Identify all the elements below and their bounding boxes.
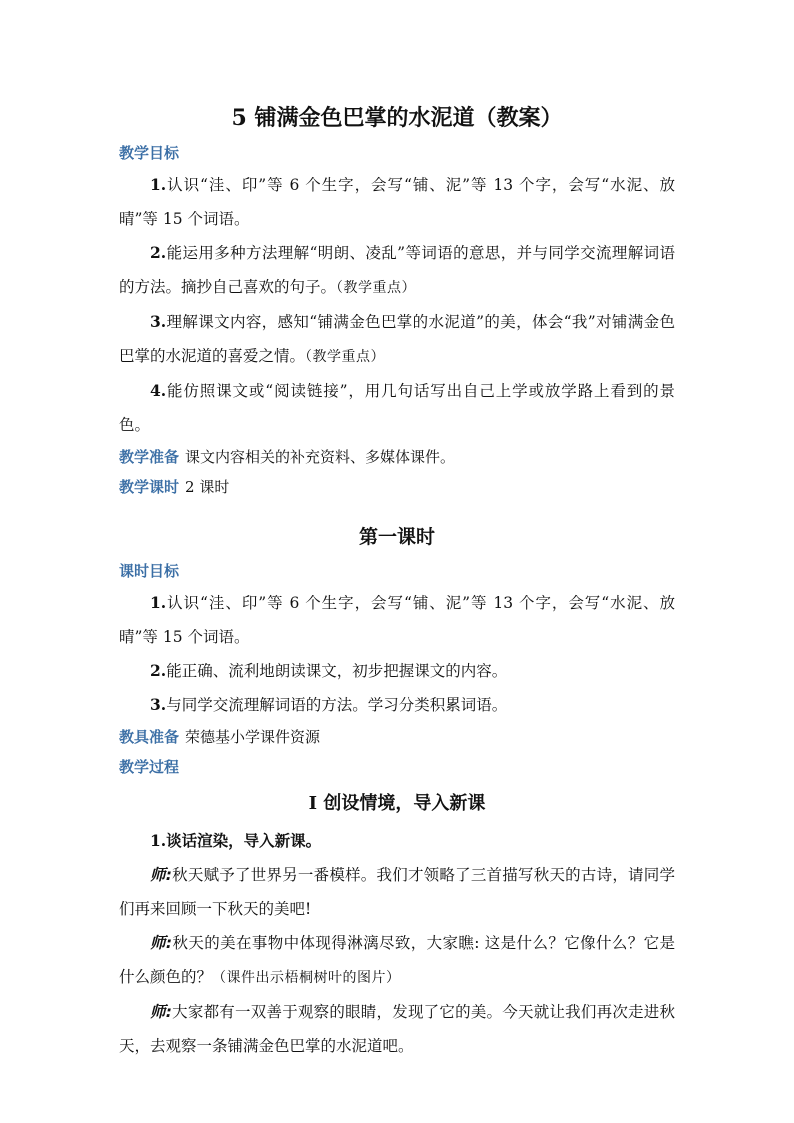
objective-item-2 xyxy=(119,236,675,305)
periods-line xyxy=(119,472,675,502)
section-title: Ⅰ 创设情境，导入新课 xyxy=(308,793,486,814)
lesson-plan-page xyxy=(119,98,675,1063)
objective-item-3 xyxy=(119,305,675,374)
lesson-objective-item-2 xyxy=(119,654,675,688)
dialog-speaker: 师: xyxy=(150,1003,172,1021)
objective-num: 1. xyxy=(150,593,167,612)
objective-text: 认识“洼、印”等 6 个生字，会写“铺、泥”等 13 个字，会写“水泥、放晴”等 15 个词语。 xyxy=(119,594,675,646)
dialog-text: 大家都有一双善于观察的眼睛，发现了它的美。今天就让我们再次走进秋天，去观察一条铺满金色巴掌的水泥道吧。 xyxy=(119,1003,675,1055)
objective-text: 理解课文内容，感知“铺满金色巴掌的水泥道”的美，体会“我”对铺满金色巴掌的水泥道的喜爱之情。 xyxy=(119,313,675,365)
objective-text: 认识“洼、印”等 6 个生字，会写“铺、泥”等 13 个字，会写“水泥、放晴”等 15 个词语。 xyxy=(119,176,675,228)
objective-text: 能仿照课文或“阅读链接”，用几句话写出自己上学或放学路上看到的景色。 xyxy=(119,382,675,434)
lesson-title: 第一课时 xyxy=(358,526,435,548)
dialog-note: （课件出示梧桐树叶的图片） xyxy=(212,970,401,986)
objective-note: （教学重点） xyxy=(305,349,386,365)
objective-num: 3. xyxy=(150,695,167,714)
dialog-line-2 xyxy=(119,926,675,995)
section-subhead: 1.谈话渲染，导入新课。 xyxy=(150,831,322,850)
lesson-objectives-label: 课时目标 xyxy=(119,562,180,580)
tools-line xyxy=(119,722,675,752)
preparation-line xyxy=(119,442,675,472)
preparation-label: 教学准备 xyxy=(119,448,180,466)
tools-value: 荣德基小学课件资源 xyxy=(185,728,321,746)
objective-num: 2. xyxy=(150,243,167,262)
preparation-value: 课文内容相关的补充资料、多媒体课件。 xyxy=(185,448,456,466)
objective-num: 4. xyxy=(150,381,167,400)
dialog-line-3 xyxy=(119,995,675,1063)
tools-label: 教具准备 xyxy=(119,728,180,746)
objective-item-1 xyxy=(119,168,675,236)
objective-num: 2. xyxy=(150,661,167,680)
lesson-objective-item-3 xyxy=(119,688,675,722)
dialog-line-1 xyxy=(119,858,675,926)
objective-text: 能正确、流利地朗读课文，初步把握课文的内容。 xyxy=(166,662,508,680)
dialog-speaker: 师: xyxy=(150,866,172,884)
dialog-text: 秋天的美在事物中体现得淋漓尽致，大家瞧: 这是什么？它像什么？它是什么颜色的？ xyxy=(119,934,676,986)
objective-note: （教学重点） xyxy=(336,280,417,296)
page-title: 5 铺满金色巴掌的水泥道（教案） xyxy=(231,105,563,131)
lesson-objective-item-1 xyxy=(119,586,675,654)
periods-value: 2 课时 xyxy=(185,478,230,496)
process-label: 教学过程 xyxy=(119,758,180,776)
objective-text: 与同学交流理解词语的方法。学习分类积累词语。 xyxy=(166,696,508,714)
objectives-label: 教学目标 xyxy=(119,144,180,162)
objective-text: 能运用多种方法理解“明朗、凌乱”等词语的意思，并与同学交流理解词语的方法。摘抄自己喜欢的句子。 xyxy=(119,244,675,296)
objective-num: 3. xyxy=(150,312,167,331)
objective-item-4 xyxy=(119,374,675,442)
dialog-speaker: 师: xyxy=(150,934,173,952)
dialog-text: 秋天赋予了世界另一番模样。我们才领略了三首描写秋天的古诗，请同学们再来回顾一下秋天的美吧! xyxy=(119,866,675,918)
objective-num: 1. xyxy=(150,175,167,194)
periods-label: 教学课时 xyxy=(119,478,180,496)
